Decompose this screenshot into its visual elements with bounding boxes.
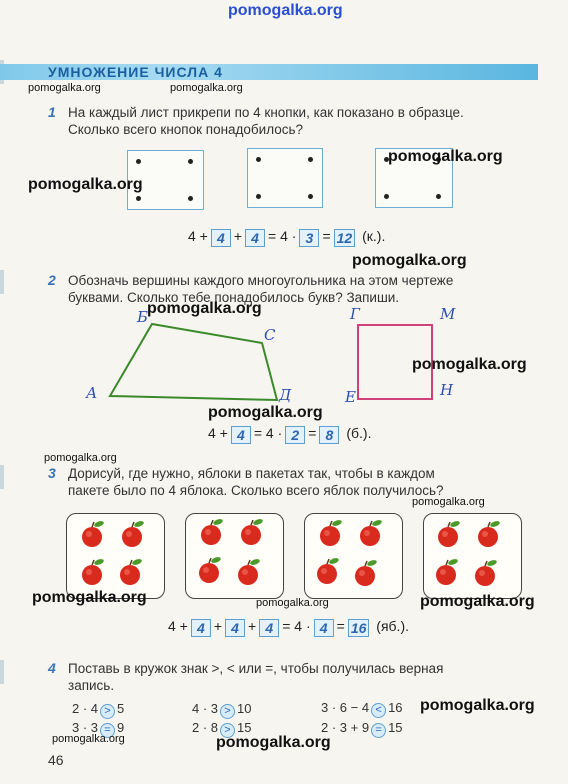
answer-box: 4	[259, 619, 279, 637]
watermark: pomogalka.org	[256, 597, 329, 609]
inequality: 3 · 6 − 4 < 16	[321, 700, 403, 716]
task-text-line: запись.	[68, 678, 115, 693]
vertex-label: Н	[440, 381, 454, 399]
page-number: 46	[48, 752, 64, 768]
watermark: pomogalka.org	[388, 148, 503, 165]
sign-circle: =	[371, 723, 386, 738]
watermark: pomogalka.org	[32, 589, 147, 606]
answer-box: 4	[231, 426, 251, 444]
answer-box: 3	[299, 229, 319, 247]
apple-icon	[238, 558, 261, 585]
apple-icon	[82, 520, 105, 547]
apple-icon	[478, 520, 501, 547]
sign-circle: >	[220, 723, 235, 738]
answer-box: 4	[225, 619, 245, 637]
apple-icon	[199, 556, 222, 583]
task-text	[68, 660, 443, 694]
task2-equation: 4 + 4 = 4 · 2 = 8 (б.).	[208, 425, 372, 443]
watermark: pomogalka.org	[28, 176, 143, 193]
inequality: 2 · 4 > 5	[72, 701, 125, 717]
answer-box: 8	[319, 426, 339, 444]
answer-box: 2	[285, 426, 305, 444]
inequality: 2 · 8 > 15	[192, 720, 252, 736]
answer-box: 4	[314, 619, 334, 637]
task-text-line: Обозначь вершины каждого многоугольника на этом чертеже	[68, 273, 454, 288]
watermark: pomogalka.org	[170, 82, 243, 94]
task-number: 3	[48, 465, 56, 481]
apple-icon	[355, 559, 378, 586]
task1-equation: 4 + 4 + 4 = 4 · 3 = 12 (к.).	[188, 228, 386, 246]
sign-circle: =	[100, 723, 115, 738]
apple-icon	[201, 518, 224, 545]
answer-box: 16	[348, 619, 370, 637]
inequality: 3 · 3 = 9	[72, 720, 125, 736]
answer-box: 4	[245, 229, 265, 247]
inequality: 2 · 3 + 9 = 15	[321, 720, 403, 736]
apple-icon	[122, 520, 145, 547]
watermark: pomogalka.org	[52, 733, 125, 745]
page-title: УМНОЖЕНИЕ ЧИСЛА 4	[48, 64, 223, 80]
answer-box: 4	[191, 619, 211, 637]
watermark: pomogalka.org	[28, 82, 101, 94]
watermark: pomogalka.org	[412, 356, 527, 373]
task-text-line: буквами. Сколько тебе понадобилось букв? Запиши.	[68, 290, 400, 305]
task-text-line: Поставь в кружок знак >, < или =, чтобы получилась верная	[68, 661, 444, 676]
task-text-line: пакете было по 4 яблока. Сколько всего яблок получилось?	[68, 483, 444, 498]
watermark: pomogalka.org	[44, 452, 117, 464]
answer-box: 12	[334, 229, 356, 247]
sign-circle: <	[371, 703, 386, 718]
apple-icon	[120, 558, 143, 585]
inequality: 4 · 3 > 10	[192, 701, 252, 717]
apple-icon	[320, 519, 343, 546]
vertex-label: М	[440, 305, 456, 323]
vertex-label: А	[86, 384, 98, 402]
task3-equation: 4 + 4 + 4 + 4 = 4 · 4 = 16 (яб.).	[168, 618, 409, 636]
apple-icon	[475, 559, 498, 586]
watermark: pomogalka.org	[208, 404, 323, 421]
watermark: pomogalka.org	[352, 252, 467, 269]
task-text-line: На каждый лист прикрепи по 4 кнопки, как показано в образце.	[68, 105, 464, 120]
vertex-label: Б	[137, 308, 149, 326]
vertex-label: Г	[350, 305, 360, 323]
watermark: pomogalka.org	[420, 593, 535, 610]
task-number: 2	[48, 272, 56, 288]
sign-circle: >	[220, 704, 235, 719]
task-text-line: Сколько всего кнопок понадобилось?	[68, 122, 304, 137]
watermark: pomogalka.org	[216, 734, 331, 751]
apple-icon	[360, 519, 383, 546]
apple-icon	[317, 557, 340, 584]
watermark: pomogalka.org	[420, 697, 535, 714]
answer-box: 4	[211, 229, 231, 247]
vertex-label: С	[264, 326, 276, 344]
watermark: pomogalka.org	[412, 496, 485, 508]
apple-icon	[241, 518, 264, 545]
watermark-top: pomogalka.org	[228, 2, 343, 19]
task-number: 4	[48, 660, 56, 676]
apple-icon	[82, 558, 105, 585]
vertex-label: Е	[345, 388, 356, 406]
apple-icon	[438, 520, 461, 547]
sign-circle: >	[100, 704, 115, 719]
task-number: 1	[48, 104, 56, 120]
apple-icon	[436, 558, 459, 585]
watermark: pomogalka.org	[147, 300, 262, 317]
vertex-label: Д	[279, 386, 292, 404]
task-text-line: Дорисуй, где нужно, яблоки в пакетах так, чтобы в каждом	[68, 466, 435, 481]
